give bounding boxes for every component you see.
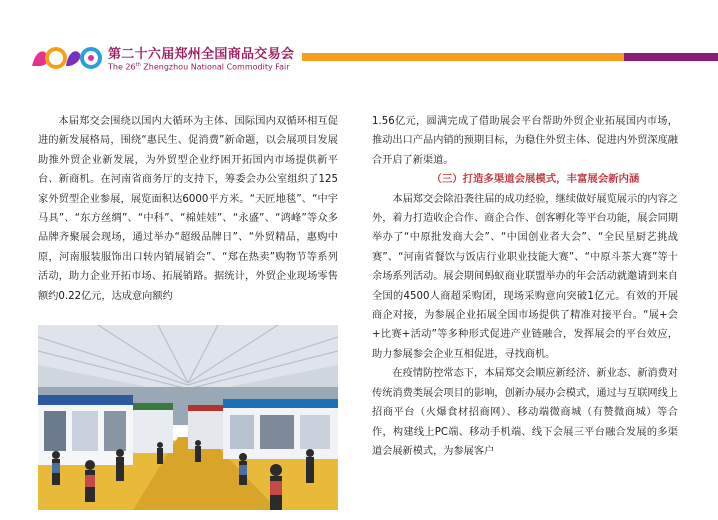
section-heading: （三）打造多渠道会展模式，丰富展会新内涵 bbox=[431, 173, 640, 186]
header-purple-bar bbox=[624, 53, 718, 61]
fair-logo-icon bbox=[30, 44, 104, 70]
header-orange-bar bbox=[302, 53, 624, 61]
page-header bbox=[0, 0, 718, 78]
left-text-column bbox=[38, 112, 338, 317]
fair-title-chinese: 第二十六届郑州全国商品交易会 bbox=[108, 47, 295, 62]
right-text-column bbox=[372, 112, 678, 510]
fair-title-english: The 26th Zhengzhou National Commodity Fair bbox=[108, 62, 290, 72]
exhibition-hall-photo bbox=[38, 325, 338, 510]
body-paragraph: 本届郑交会围绕以国内大循环为主体、国际国内双循环相互促进的新发展格局，围绕“惠民生、促消费”新命题，以会展项目发展助推外贸企业新发展，为外贸型企业纾困开拓国内市场提供新平台、新商机。在河南省商务厅的支持下，筹委会办公室组织了125家外贸型企业参展，展览面积达6000平方米。“天匠地毯”、“中宇马具”、“东方丝绸”、“中科”、“棉娃娃”、“永盛”、“鸿峰”等众多品牌齐聚展会现场，通过举办“超级品牌日”、“外贸精品，惠购中原，河南服装服饰出口转内销展销会”、“郑在热卖”购物节等系列活动，助力企业开拓市场、拓展销路。据统计，外贸企业现场零售额约0.22亿元，达成意向额约 bbox=[38, 116, 338, 302]
continued-paragraph: 1.56亿元，圆满完成了借助展会平台帮助外贸企业拓展国内市场，推动出口产品内销的预期目标，为稳住外贸主体、促进内外贸深度融合开启了新渠道。 bbox=[372, 116, 678, 166]
body-paragraph-2: 本届郑交会除沿袭往届的成功经验，继续做好展览展示的内容之外，着力打造收企合作、商企合作、创客孵化等平台功能，展会同期举办了“中原批发商大会”、“中国创业者大会”、“全民星厨艺挑战赛”、“河南省餐饮与饭店行业职业技能大赛”、“中原斗茶大赛”等十余场系列活动。展会期间蚂蚁商业联盟举办的年会活动就邀请到来自全国的4500人商超采购团，现场采购意向突破1亿元。有效的开展商企对接，为参展企业拓展全国市场提供了精准对接平台。“展+会+比赛+活动”等多种形式促进产业链融合，发挥展会的平台效应，助力参展参会企业互相促进，寻找商机。 bbox=[372, 193, 678, 360]
body-paragraph-3: 在疫情防控常态下，本届郑交会顺应新经济、新业态、新消费对传统消费类展会项目的影响，创新办展办会模式，通过与互联网线上招商平台（火爆食材招商网）、移动端微商城（有赞微商城）等合作，构建线上PC端、移动手机端、线下会展三平台融合发展的多渠道会展新模式，为参展客户 bbox=[372, 368, 678, 457]
